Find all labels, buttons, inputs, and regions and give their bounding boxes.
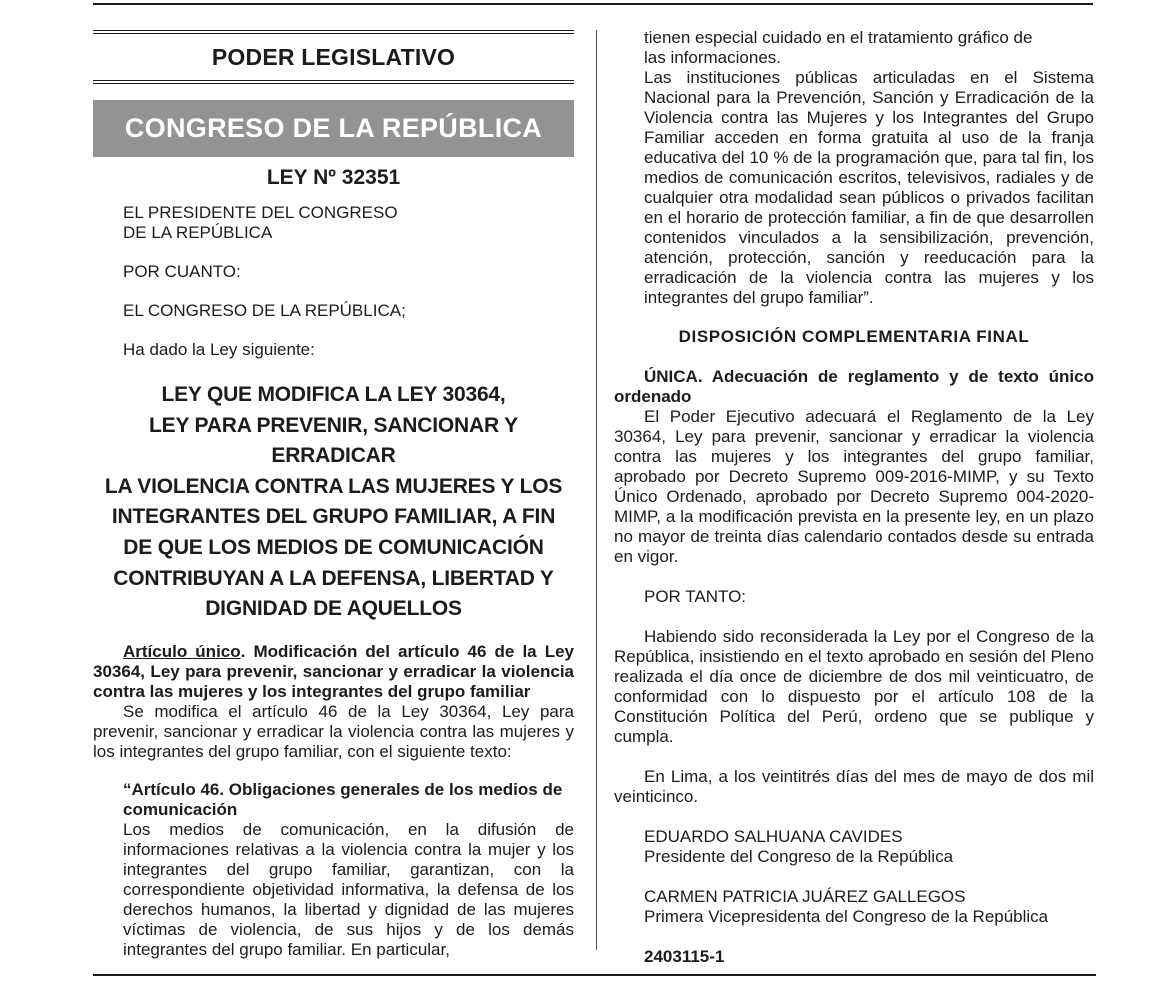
unica-body: El Poder Ejecutivo adecuará el Reglamento de la Ley 30364, Ley para prevenir, sancionar y erradicar la violencia contra las mujeres y los integrantes del grupo familiar, aprobado por Decreto Supremo 009-2016-MIMP, y su Texto Único Ordenado, aprobado por Decreto Supremo 004-2020-MIMP, a la modificación prevista en la presente ley, en un plazo no mayor de treinta días calendario contados desde su entrada en vigor. xyxy=(614,407,1094,566)
left-column xyxy=(93,28,574,960)
unica-heading: ÚNICA. Adecuación de reglamento y de texto único ordenado xyxy=(614,367,1094,406)
section-title: PODER LEGISLATIVO xyxy=(211,44,456,70)
law-title-line: CONTRIBUYAN A LA DEFENSA, LIBERTAD Y xyxy=(113,566,554,590)
article-heading xyxy=(93,642,574,702)
ha-dado-line: Ha dado la Ley siguiente: xyxy=(123,340,315,359)
president-line-1: EL PRESIDENTE DEL CONGRESO xyxy=(123,203,398,222)
por-cuanto: POR CUANTO: xyxy=(123,262,241,281)
top-rule xyxy=(93,3,1093,5)
institution-banner: CONGRESO DE LA REPÚBLICA xyxy=(93,100,574,157)
en-lima-paragraph: En Lima, a los veintitrés días del mes de mayo de dos mil veinticinco. xyxy=(614,767,1094,806)
law-title xyxy=(93,380,574,625)
signer-1-name: EDUARDO SALHUANA CAVIDES xyxy=(644,827,903,846)
law-number: LEY Nº 32351 xyxy=(266,166,401,189)
article-body: Se modifica el artículo 46 de la Ley 30364, Ley para prevenir, sancionar y erradicar la violencia contra las mujeres y los integrantes del grupo familiar, con el siguiente texto: xyxy=(93,701,574,761)
law-title-line: DE QUE LOS MEDIOS DE COMUNICACIÓN xyxy=(123,535,544,559)
habiendo-paragraph: Habiendo sido reconsiderada la Ley por el Congreso de la República, insistiendo en el texto aprobado en sesión del Pleno realizada el día once de diciembre de dos mil veinticuatro, de conformidad con lo dispuesto por el artículo 108 de la Constitución Política del Perú, ordeno que se publique y cumpla. xyxy=(614,627,1094,746)
signer-2-name: CARMEN PATRICIA JUÁREZ GALLEGOS xyxy=(644,887,966,906)
law-title-line: INTEGRANTES DEL GRUPO FAMILIAR, A FIN xyxy=(111,505,556,529)
signer-2 xyxy=(614,887,1094,927)
law-title-line: DIGNIDAD DE AQUELLOS xyxy=(205,597,462,621)
law-title-line: LA VIOLENCIA CONTRA LAS MUJERES Y LOS xyxy=(104,474,563,498)
bottom-rule xyxy=(93,974,1096,976)
section-band xyxy=(93,30,574,84)
column-divider xyxy=(596,30,597,950)
law-title-line: LEY PARA PREVENIR, SANCIONAR Y ERRADICAR xyxy=(149,413,518,468)
president-block xyxy=(93,203,574,243)
right-column xyxy=(614,28,1094,967)
president-line-2: DE LA REPÚBLICA xyxy=(123,223,273,242)
article-label: Artículo único xyxy=(123,641,241,661)
signer-1 xyxy=(614,827,1094,867)
law-title-line: LEY QUE MODIFICA LA LEY 30364, xyxy=(161,383,506,406)
signer-2-title: Primera Vicepresidenta del Congreso de la República xyxy=(644,907,1049,926)
article-heading-text: . Modificación del artículo 46 de la Ley 30364, Ley para prevenir, sancionar y erradicar la violencia contra las mujeres y los integrantes del grupo familiar xyxy=(93,641,574,701)
continuation-block xyxy=(614,28,1094,308)
instituciones-paragraph: Las instituciones públicas articuladas en el Sistema Nacional para la Prevención, Sanción y Erradicación de la Violencia contra las Mujeres y los Integrantes del Grupo Familiar acceden en forma gratuita al uso de la franja educativa del 10 % de la programación que, para tal fin, los medios de comunicación escritos, televisivos, radiales y de cualquier otra modalidad sean públicos o privados facilitan en el horario de protección familiar, a fin de que desarrollen contenidos vinculados a la sensibilización, prevención, atención, protección, sanción y reeducación para la erradicación de la violencia contra las mujeres y los integrantes del grupo familiar”. xyxy=(644,68,1094,307)
article-46-block xyxy=(93,780,574,960)
signer-1-title: Presidente del Congreso de la República xyxy=(644,847,954,866)
article-46-body: Los medios de comunicación, en la difusión de informaciones relativas a la violencia contra la mujer y los integrantes del grupo familiar, garantizan, con la correspondiente objetividad informativa, la defensa de los derechos humanos, la libertad y dignidad de las mujeres víctimas de violencia, de sus hijos y de los demás integrantes del grupo familiar. En particular, xyxy=(123,819,574,959)
continuation-line: tienen especial cuidado en el tratamiento gráfico de xyxy=(644,28,1033,47)
publication-code: 2403115-1 xyxy=(644,947,725,966)
disposicion-heading: DISPOSICIÓN COMPLEMENTARIA FINAL xyxy=(678,327,1030,346)
por-tanto: POR TANTO: xyxy=(644,587,747,606)
article-46-heading: “Artículo 46. Obligaciones generales de los medios de comunicación xyxy=(123,779,563,819)
continuation-line: las informaciones. xyxy=(644,48,782,67)
congreso-line: EL CONGRESO DE LA REPÚBLICA; xyxy=(123,301,406,320)
